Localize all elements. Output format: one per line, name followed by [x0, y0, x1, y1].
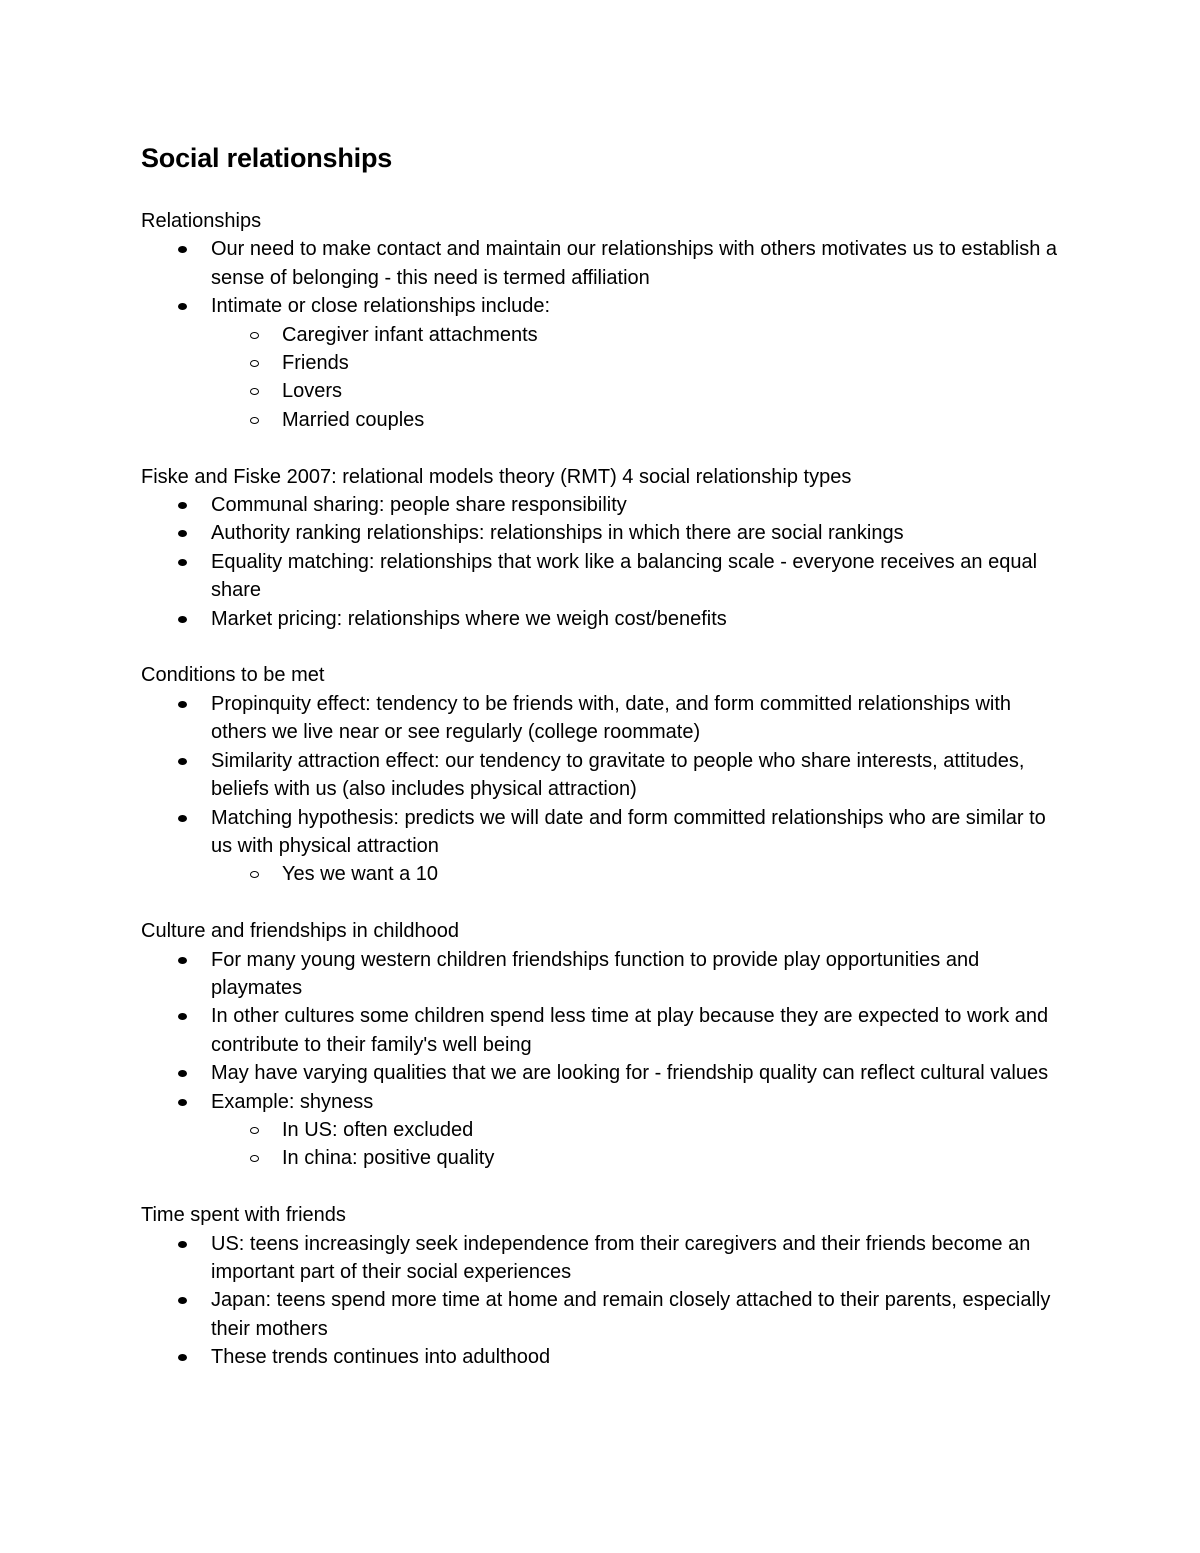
filled-bullet-icon: [178, 758, 187, 765]
sub-list-item: [282, 1116, 1061, 1144]
list-item-text: In other cultures some children spend less time at play because they are expected to work and contribute to their family's well being: [211, 1005, 1049, 1056]
sub-list-item: [282, 1144, 1061, 1172]
filled-bullet-icon: [178, 1070, 187, 1077]
list-item: [211, 548, 1061, 605]
sub-list-item-text: Married couples: [282, 408, 425, 431]
list-item: [211, 292, 1061, 434]
list-item: [211, 1230, 1061, 1287]
list-item-text: May have varying qualities that we are looking for - friendship quality can reflect cultural values: [211, 1062, 1049, 1085]
filled-bullet-icon: [178, 530, 187, 537]
sub-list-item-text: Yes we want a 10: [282, 863, 439, 886]
list-item-text: Japan: teens spend more time at home and remain closely attached to their parents, especially their mothers: [211, 1289, 1051, 1340]
sub-list-item: [282, 321, 1061, 349]
section: [141, 207, 1061, 434]
list-item: [211, 235, 1061, 292]
list-item: [211, 1059, 1061, 1087]
section-heading: Conditions to be met: [141, 664, 325, 687]
list-item: [211, 605, 1061, 633]
list-item: [211, 1343, 1061, 1371]
section: [141, 661, 1061, 888]
filled-bullet-icon: [178, 616, 187, 623]
sub-bullet-list: [211, 321, 1061, 435]
sub-list-item-text: In china: positive quality: [282, 1147, 495, 1170]
list-item-text: Our need to make contact and maintain our relationships with others motivates us to establish a sense of belonging - this need is termed affiliation: [211, 238, 1058, 289]
hollow-bullet-icon: [250, 417, 259, 424]
list-item-text: These trends continues into adulthood: [211, 1346, 551, 1369]
sub-list-item: [282, 349, 1061, 377]
list-item: [211, 946, 1061, 1003]
hollow-bullet-icon: [250, 1155, 259, 1162]
bullet-list: [141, 1230, 1061, 1372]
sub-list-item: [282, 377, 1061, 405]
bullet-list: [141, 491, 1061, 633]
list-item-text: Example: shyness: [211, 1090, 374, 1113]
section-heading: Time spent with friends: [141, 1204, 346, 1227]
list-item-text: Equality matching: relationships that work like a balancing scale - everyone receives an equal share: [211, 550, 1038, 602]
sub-list-item-text: In US: often excluded: [282, 1118, 474, 1141]
hollow-bullet-icon: [250, 1127, 259, 1134]
list-item: [211, 804, 1061, 889]
filled-bullet-icon: [178, 815, 187, 822]
list-item-text: Market pricing: relationships where we weigh cost/benefits: [211, 607, 727, 630]
section-heading: Relationships: [141, 210, 262, 232]
sub-bullet-list: [211, 1116, 1061, 1173]
filled-bullet-icon: [178, 502, 187, 509]
list-item-text: Propinquity effect: tendency to be friends with, date, and form committed relationships with others we live near or see regularly (college roommate): [211, 692, 1012, 744]
list-item-text: Intimate or close relationships include:: [211, 295, 551, 318]
document-page: [141, 138, 1061, 1400]
list-item-text: Communal sharing: people share responsibility: [211, 494, 627, 517]
list-item-text: Similarity attraction effect: our tendency to gravitate to people who share interests, attitudes, beliefs with us (also includes physical attraction): [211, 749, 1025, 801]
bullet-list: [141, 235, 1061, 434]
section-heading: Fiske and Fiske 2007: relational models theory (RMT) 4 social relationship types: [141, 465, 852, 488]
sub-list-item-text: Friends: [282, 352, 349, 375]
list-item-text: US: teens increasingly seek independence from their caregivers and their friends become an important part of their social experiences: [211, 1232, 1031, 1283]
page-title: Social relationships: [141, 143, 393, 173]
sub-list-item: [282, 860, 1061, 888]
sub-list-item: [282, 406, 1061, 434]
filled-bullet-icon: [178, 1099, 187, 1106]
list-item-text: For many young western children friendships function to provide play opportunities and playmates: [211, 948, 980, 999]
section-heading: Culture and friendships in childhood: [141, 920, 459, 943]
list-item: [211, 1088, 1061, 1173]
filled-bullet-icon: [178, 303, 187, 310]
sub-list-item-text: Caregiver infant attachments: [282, 323, 538, 346]
section: [141, 463, 1061, 633]
hollow-bullet-icon: [250, 360, 259, 367]
filled-bullet-icon: [178, 957, 187, 964]
section: [141, 1201, 1061, 1371]
hollow-bullet-icon: [250, 332, 259, 339]
filled-bullet-icon: [178, 1013, 187, 1020]
filled-bullet-icon: [178, 701, 187, 708]
list-item: [211, 747, 1061, 804]
sub-list-item-text: Lovers: [282, 380, 343, 403]
list-item: [211, 690, 1061, 747]
list-item: [211, 1002, 1061, 1059]
bullet-list: [141, 946, 1061, 1173]
filled-bullet-icon: [178, 559, 187, 566]
hollow-bullet-icon: [250, 388, 259, 395]
bullet-list: [141, 690, 1061, 889]
list-item: [211, 491, 1061, 519]
sections-container: [141, 207, 1061, 1372]
list-item-text: Authority ranking relationships: relationships in which there are social rankings: [211, 522, 904, 545]
hollow-bullet-icon: [250, 871, 259, 878]
filled-bullet-icon: [178, 1241, 187, 1248]
filled-bullet-icon: [178, 1297, 187, 1304]
list-item: [211, 519, 1061, 547]
list-item-text: Matching hypothesis: predicts we will date and form committed relationships who are similar to us with physical attraction: [211, 806, 1046, 857]
filled-bullet-icon: [178, 246, 187, 253]
filled-bullet-icon: [178, 1354, 187, 1361]
list-item: [211, 1286, 1061, 1343]
sub-bullet-list: [211, 860, 1061, 888]
section: [141, 917, 1061, 1173]
